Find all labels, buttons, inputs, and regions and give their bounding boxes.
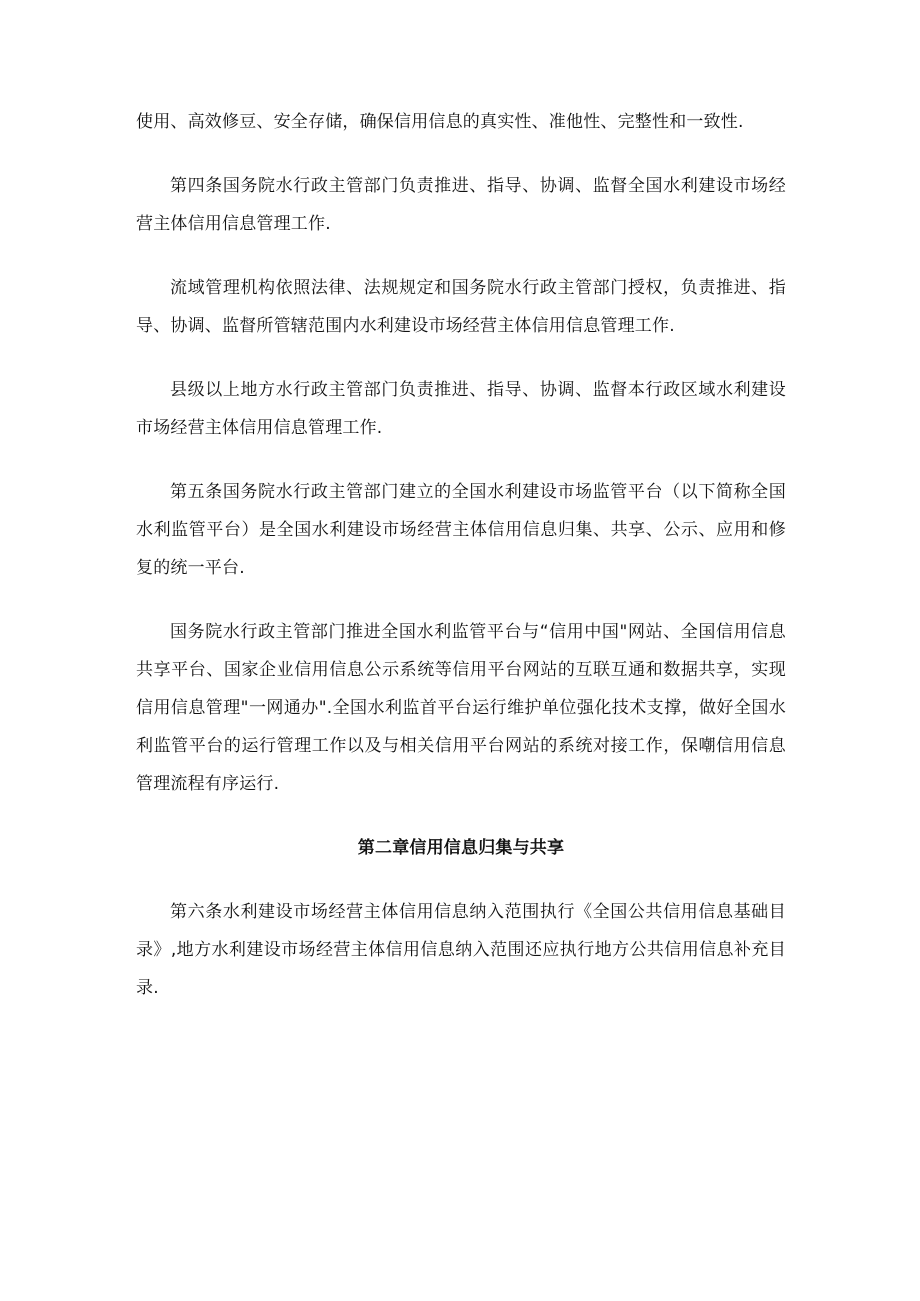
paragraph-article-6: 第六条水利建设市场经营主体信用信息纳入范围执行《全国公共信用信息基础目录》,地方水利建设市场经营主体信用信息纳入范围还应执行地方公共信用信息补充目录. [136,902,786,998]
paragraph-basin-agencies: 流域管理机构依照法律、法规规定和国务院水行政主管部门授权，负责推进、指导、协调、监督所管辖范围内水利建设市场经营主体信用信息管理工作. [136,278,786,336]
paragraph-platform-interconnection: 国务院水行政主管部门推进全国水利监管平台与“信用中国"网站、全国信用信息共享平台、国家企业信用信息公示系统等信用平台网站的互联互通和数据共享，实现信用信息管理"一网通办".全国水利监首平台运行维护单位强化技术支撑，做好全国水利监管平台的运行管理工作以及与相关信用平台网站的系统对接工作，保嘲信用信息管理流程有序运行. [136,622,786,794]
paragraph-local-departments: 县级以上地方水行政主管部门负责推进、指导、协调、监督本行政区域水利建设市场经营主体信用信息管理工作. [136,380,786,438]
paragraph-article-4: 第四条国务院水行政主管部门负责推进、指导、协调、监督全国水利建设市场经营主体信用信息管理工作. [136,176,786,234]
paragraph-article-5: 第五条国务院水行政主管部门建立的全国水利建设市场监管平台（以下简称全国水利监管平台）是全国水利建设市场经营主体信用信息归集、共享、公示、应用和修复的统一平台. [136,482,786,578]
document-page [136,103,786,1033]
chapter-heading: 第二章信用信息归集与共享 [357,838,565,858]
paragraph-continuation: 使用、高效修豆、安全存储，确保信用信息的真实性、准他性、完整性和一致性. [136,112,744,132]
